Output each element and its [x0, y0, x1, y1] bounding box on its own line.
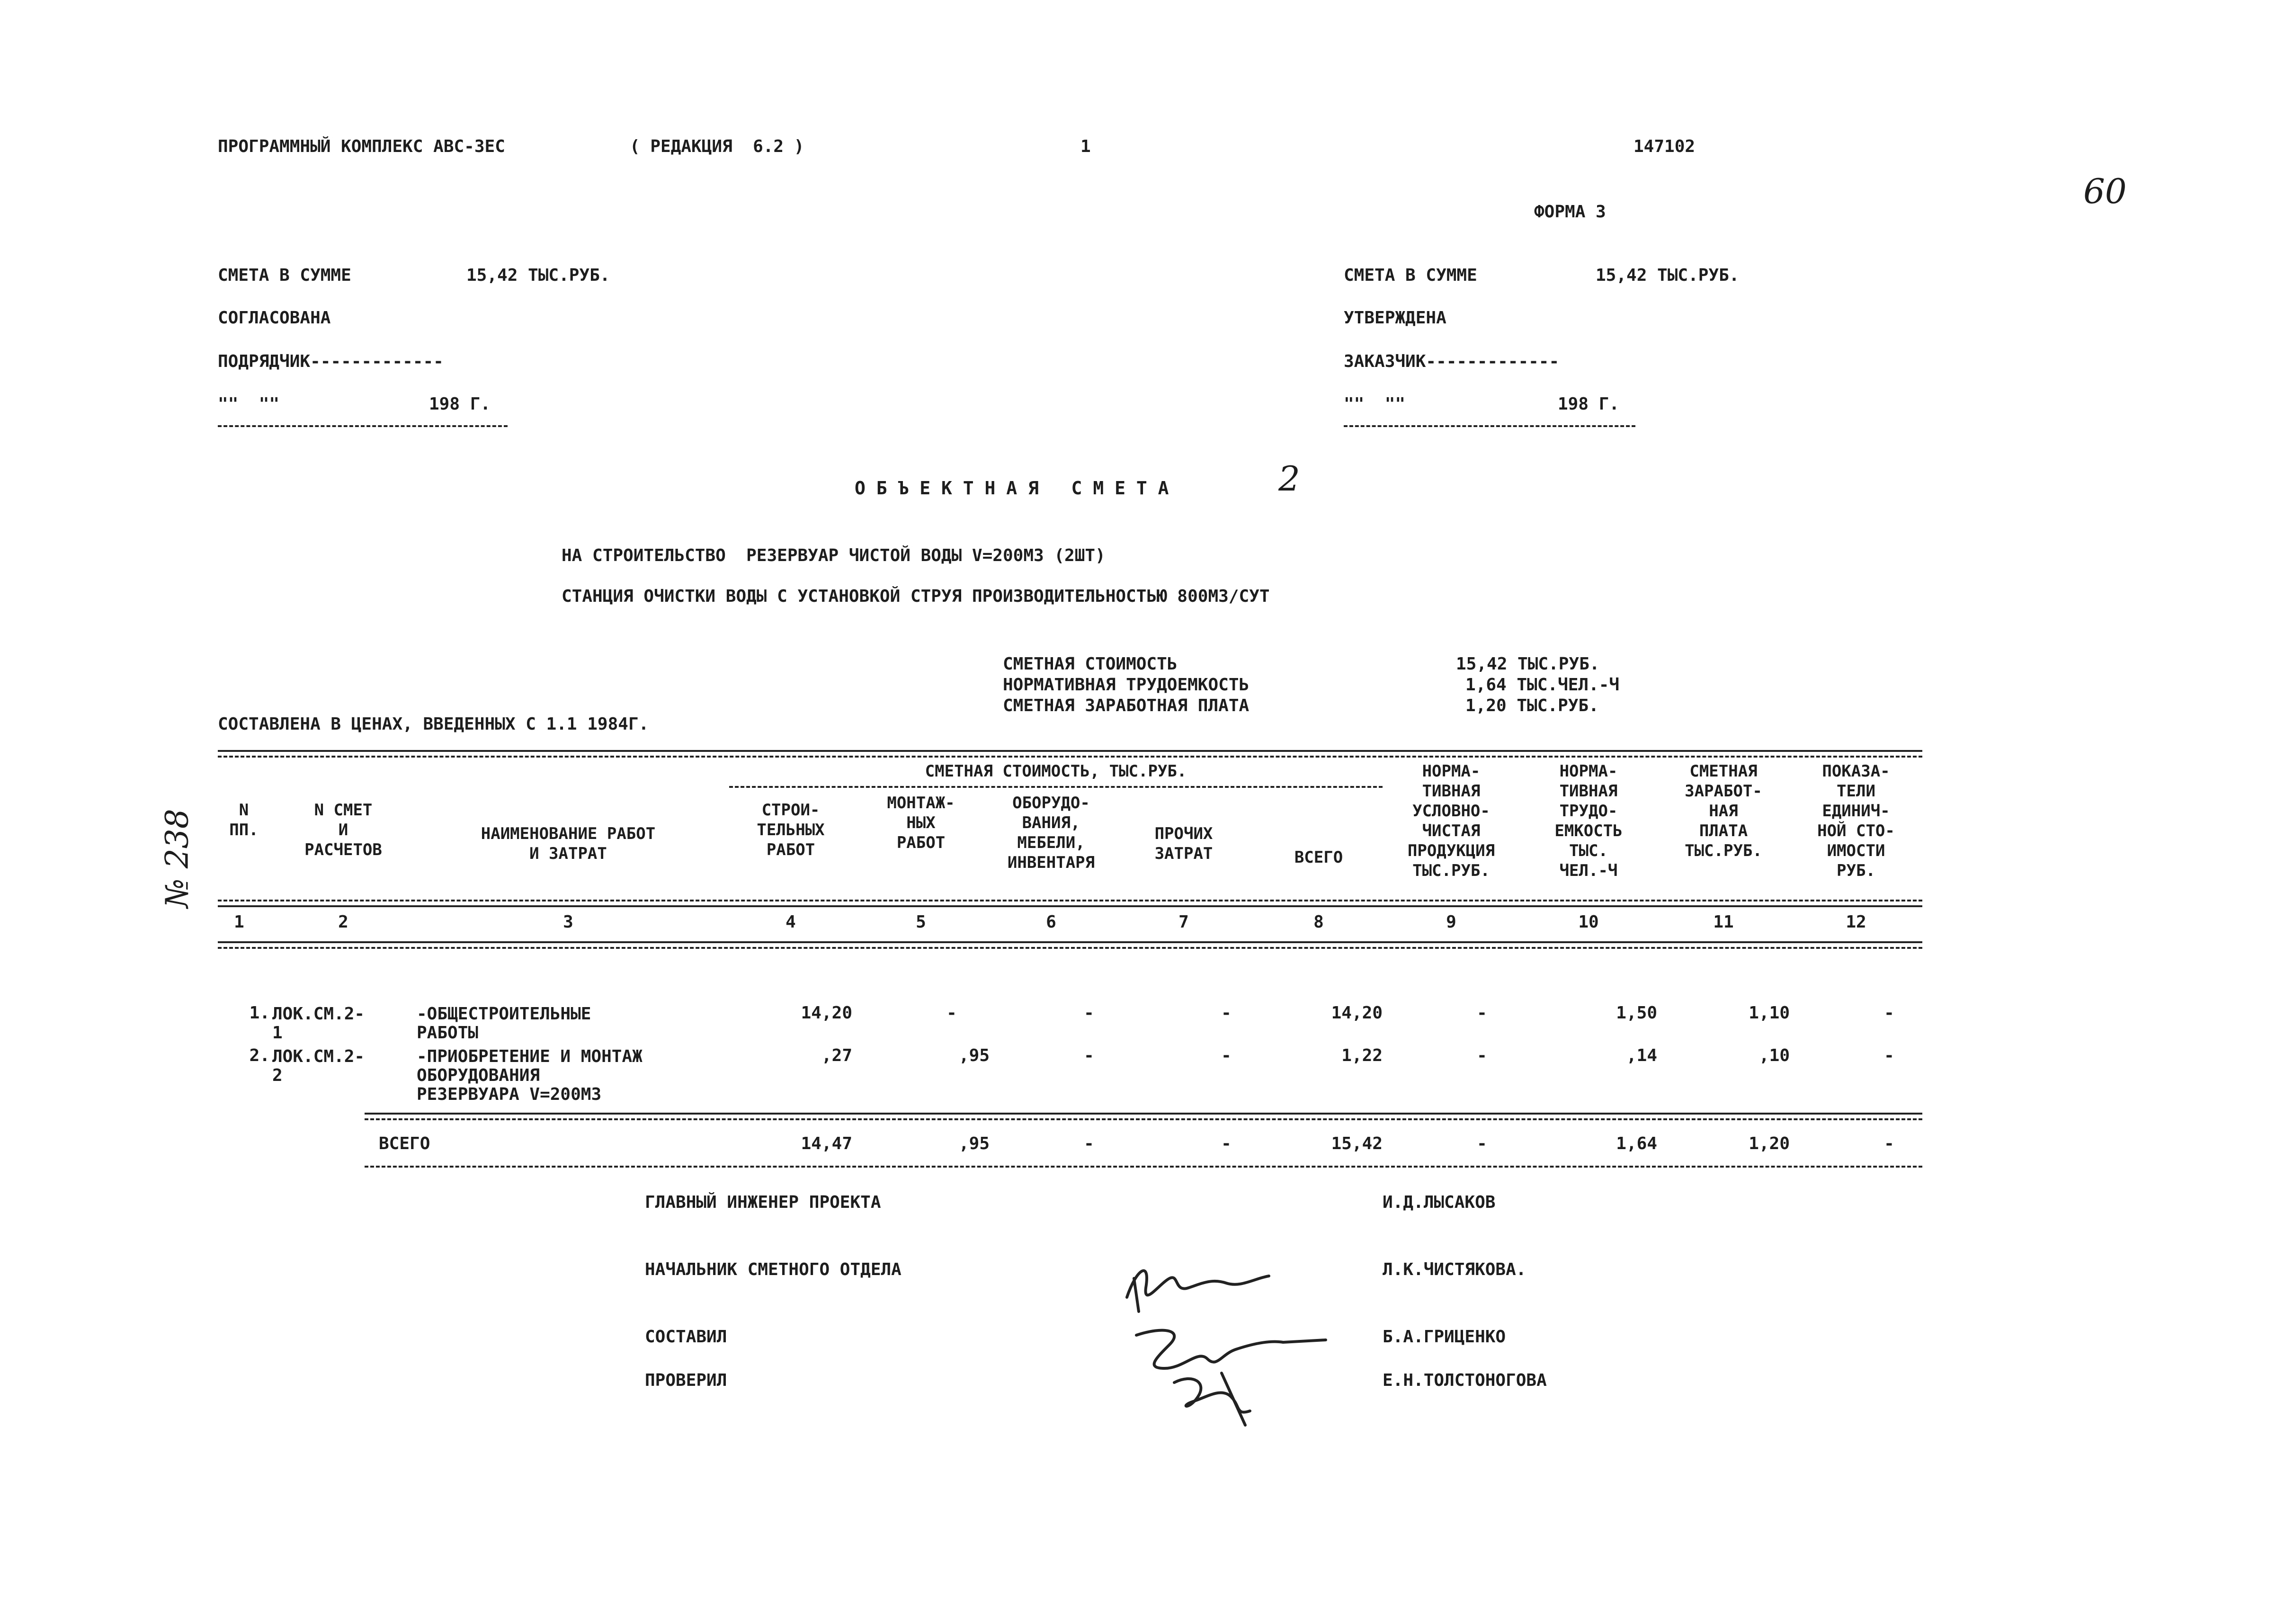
- summary-wages-label: СМЕТНАЯ ЗАРАБОТНАЯ ПЛАТА: [1003, 696, 1250, 715]
- handwritten-register-number: № 238: [159, 809, 196, 908]
- program-name: ПРОГРАММНЫЙ КОМПЛЕКС АВС-3ЕС: [218, 137, 505, 156]
- total-bottom-rule: [365, 1166, 1922, 1168]
- col-number: 12: [1846, 912, 1866, 932]
- numbers-rule: [218, 941, 1922, 943]
- signature-name-compiled-by: Б.А.ГРИЦЕНКО: [1383, 1327, 1506, 1347]
- summary-labor-label: НОРМАТИВНАЯ ТРУДОЕМКОСТЬ: [1003, 675, 1250, 695]
- total-construction: 14,47: [801, 1134, 852, 1153]
- left-date-year: 198 Г.: [429, 394, 491, 414]
- col-number: 2: [338, 912, 348, 932]
- left-amount-value: 15,42 ТЫС.РУБ.: [466, 266, 610, 285]
- right-amount-label: СМЕТА В СУММЕ: [1344, 266, 1477, 285]
- row1-net-product: -: [1477, 1003, 1487, 1023]
- table-top-rule: [218, 750, 1922, 752]
- col-header-number: N ПП.: [229, 801, 259, 839]
- col-number: 9: [1446, 912, 1456, 932]
- row1-construction: 14,20: [801, 1003, 852, 1023]
- total-label: ВСЕГО: [379, 1134, 430, 1153]
- row1-number: 1.: [249, 1003, 270, 1023]
- left-party: ПОДРЯДЧИК-------------: [218, 352, 444, 371]
- col-number: 7: [1178, 912, 1189, 932]
- col-header-installation: МОНТАЖ- НЫХ РАБОТ: [887, 794, 955, 852]
- row1-total: 14,20: [1331, 1003, 1383, 1023]
- header-bottom-rule: [218, 900, 1922, 901]
- col-number: 4: [785, 912, 796, 932]
- construction-object: НА СТРОИТЕЛЬСТВО РЕЗЕРВУАР ЧИСТОЙ ВОДЫ V=200М3 (2ШТ): [562, 546, 1106, 565]
- row2-labor: ,14: [1626, 1046, 1657, 1065]
- total-top-rule-dashed: [365, 1118, 1922, 1120]
- col-header-net-product: НОРМА- ТИВНАЯ УСЛОВНО- ЧИСТАЯ ПРОДУКЦИЯ ТЫС.РУБ.: [1407, 762, 1495, 880]
- prices-note: СОСТАВЛЕНА В ЦЕНАХ, ВВЕДЕННЫХ С 1.1 1984Г.: [218, 714, 649, 734]
- left-block-underline: [218, 425, 508, 427]
- row2-installation: ,95: [958, 1046, 990, 1065]
- right-date-quotes: "" "": [1344, 394, 1406, 414]
- signature-name-chief-engineer: И.Д.ЛЫСАКОВ: [1383, 1193, 1496, 1212]
- col-number: 8: [1313, 912, 1324, 932]
- col-header-estimate-ref: N СМЕТ И РАСЧЕТОВ: [304, 801, 382, 859]
- col-header-total: ВСЕГО: [1294, 848, 1343, 867]
- row1-other: -: [1221, 1003, 1232, 1023]
- header-bottom-rule-solid: [218, 905, 1922, 907]
- col-header-labor: НОРМА- ТИВНАЯ ТРУДО- ЕМКОСТЬ ТЫС. ЧЕЛ.-Ч: [1554, 762, 1623, 880]
- row2-estimate-ref: ЛОК.СМ.2- 2: [272, 1047, 365, 1085]
- left-date-quotes: "" "": [218, 394, 280, 414]
- left-amount-label: СМЕТА В СУММЕ: [218, 266, 351, 285]
- summary-labor-value: 1,64 ТЫС.ЧЕЛ.-Ч: [1465, 675, 1620, 695]
- right-date-year: 198 Г.: [1558, 394, 1620, 414]
- signature-role-checked-by: ПРОВЕРИЛ: [645, 1371, 727, 1390]
- station-name: СТАНЦИЯ ОЧИСТКИ ВОДЫ С УСТАНОВКОЙ СТРУЯ ПРОИЗВОДИТЕЛЬНОСТЬЮ 800М3/СУТ: [562, 587, 1270, 606]
- handwritten-page-number: 60: [2083, 171, 2127, 211]
- col-header-work-name: НАИМЕНОВАНИЕ РАБОТ И ЗАТРАТ: [481, 824, 656, 863]
- right-block-underline: [1344, 425, 1635, 427]
- right-party: ЗАКАЗЧИК-------------: [1344, 352, 1560, 371]
- row2-net-product: -: [1477, 1046, 1487, 1065]
- row2-equipment: -: [1084, 1046, 1094, 1065]
- summary-wages-value: 1,20 ТЫС.РУБ.: [1465, 696, 1599, 715]
- row2-work-name: -ПРИОБРЕТЕНИЕ И МОНТАЖ ОБОРУДОВАНИЯ РЕЗЕРВУАРА V=200М3: [417, 1047, 643, 1104]
- col-number: 3: [563, 912, 573, 932]
- row2-total: 1,22: [1341, 1046, 1383, 1065]
- total-equipment: -: [1084, 1134, 1094, 1153]
- signature-name-department-head: Л.К.ЧИСТЯКОВА.: [1383, 1260, 1526, 1279]
- document-code: 147102: [1633, 137, 1696, 156]
- right-amount-value: 15,42 ТЫС.РУБ.: [1596, 266, 1740, 285]
- total-sum: 15,42: [1331, 1134, 1383, 1153]
- col-number: 11: [1713, 912, 1734, 932]
- total-wages: 1,20: [1749, 1134, 1790, 1153]
- summary-cost-value: 15,42 ТЫС.РУБ.: [1456, 654, 1600, 674]
- row1-unit-cost: -: [1884, 1003, 1894, 1023]
- col-header-wages: СМЕТНАЯ ЗАРАБОТ- НАЯ ПЛАТА ТЫС.РУБ.: [1685, 762, 1762, 860]
- col-header-construction: СТРОИ- ТЕЛЬНЫХ РАБОТ: [757, 801, 825, 859]
- total-labor: 1,64: [1616, 1134, 1657, 1153]
- col-header-equipment: ОБОРУДО- ВАНИЯ, МЕБЕЛИ, ИНВЕНТАРЯ: [1007, 794, 1095, 872]
- signature-role-chief-engineer: ГЛАВНЫЙ ИНЖЕНЕР ПРОЕКТА: [645, 1193, 881, 1212]
- row1-wages: 1,10: [1749, 1003, 1790, 1023]
- col-header-unit-cost: ПОКАЗА- ТЕЛИ ЕДИНИЧ- НОЙ СТО- ИМОСТИ РУБ.: [1817, 762, 1895, 880]
- row1-estimate-ref: ЛОК.СМ.2- 1: [272, 1004, 365, 1043]
- row2-construction: ,27: [821, 1046, 852, 1065]
- edition: ( РЕДАКЦИЯ 6.2 ): [630, 137, 804, 156]
- row2-wages: ,10: [1758, 1046, 1790, 1065]
- signature-role-department-head: НАЧАЛЬНИК СМЕТНОГО ОТДЕЛА: [645, 1260, 902, 1279]
- total-top-rule: [365, 1113, 1922, 1115]
- total-unit-cost: -: [1884, 1134, 1894, 1153]
- total-net-product: -: [1477, 1134, 1487, 1153]
- row2-other: -: [1221, 1046, 1232, 1065]
- col-header-other: ПРОЧИХ ЗАТРАТ: [1154, 824, 1213, 863]
- document-title: О Б Ъ Е К Т Н А Я С М Е Т А: [855, 478, 1169, 499]
- row1-labor: 1,50: [1616, 1003, 1657, 1023]
- row1-installation: -: [946, 1003, 957, 1023]
- handwritten-signature-1: [1117, 1250, 1278, 1316]
- col-number: 5: [916, 912, 926, 932]
- row2-number: 2.: [249, 1046, 270, 1065]
- handwritten-signature-2: [1127, 1316, 1335, 1430]
- col-number: 10: [1578, 912, 1599, 932]
- row2-unit-cost: -: [1884, 1046, 1894, 1065]
- signature-role-compiled-by: СОСТАВИЛ: [645, 1327, 727, 1347]
- total-installation: ,95: [958, 1134, 990, 1153]
- row1-work-name: -ОБЩЕСТРОИТЕЛЬНЫЕ РАБОТЫ: [417, 1004, 591, 1043]
- col-number: 1: [234, 912, 244, 932]
- col-number: 6: [1046, 912, 1056, 932]
- numbers-rule-dashed: [218, 947, 1922, 949]
- summary-cost-label: СМЕТНАЯ СТОИМОСТЬ: [1003, 654, 1178, 674]
- right-status: УТВЕРЖДЕНА: [1344, 308, 1446, 328]
- row1-equipment: -: [1084, 1003, 1094, 1023]
- signature-name-checked-by: Е.Н.ТОЛСТОНОГОВА: [1383, 1371, 1547, 1390]
- cost-group-header: СМЕТНАЯ СТОИМОСТЬ, ТЫС.РУБ.: [925, 762, 1187, 781]
- total-other: -: [1221, 1134, 1232, 1153]
- table-top-rule-dashed: [218, 756, 1922, 758]
- page-number: 1: [1080, 137, 1091, 156]
- cost-group-rule: [729, 786, 1383, 788]
- handwritten-estimate-number: 2: [1278, 459, 1300, 499]
- left-status: СОГЛАСОВАНА: [218, 308, 331, 328]
- form-label: ФОРМА 3: [1534, 202, 1606, 222]
